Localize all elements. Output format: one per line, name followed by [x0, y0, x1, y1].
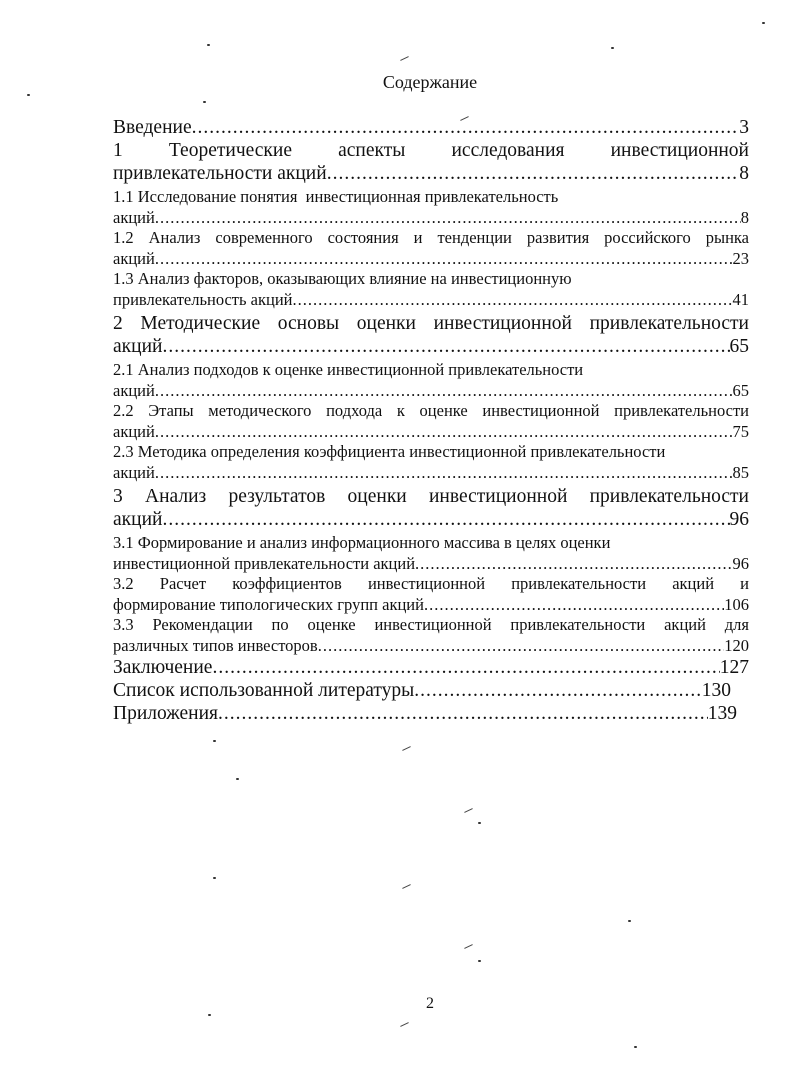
dot-leader: [415, 554, 732, 575]
dot-leader: [424, 595, 724, 616]
dot-leader: [162, 335, 729, 358]
scan-speck: [207, 44, 210, 46]
toc-entry-text: 1 Теоретические аспекты исследования инвестиционной: [113, 140, 749, 161]
toc-entry-section-1-1[interactable]: [113, 187, 749, 228]
toc-page-number: 85: [732, 462, 749, 482]
page-title: Содержание: [382, 72, 478, 92]
dot-leader: [293, 290, 733, 311]
toc-entry-text: Заключение: [113, 657, 213, 678]
dot-leader: [192, 116, 740, 139]
toc-entry-appendices[interactable]: [113, 702, 737, 725]
dot-leader: [218, 702, 708, 725]
toc-entry-section-3-3[interactable]: [113, 615, 749, 656]
dot-leader: [155, 249, 733, 270]
toc-entry-section-1-3[interactable]: [113, 269, 749, 310]
toc-entry-text: 2 Методические основы оценки инвестиционной привлекательности: [113, 313, 749, 334]
toc-entry-chapter-2[interactable]: [113, 312, 749, 358]
toc-entry-text-cont: акций: [113, 248, 155, 268]
toc-entry-text-cont: различных типов инвесторов: [113, 635, 318, 655]
toc-entry-section-2-3[interactable]: [113, 442, 749, 483]
scan-mark: [400, 56, 409, 61]
table-of-contents: [113, 116, 749, 725]
scan-speck: [208, 1014, 211, 1016]
toc-page-number: 120: [724, 635, 749, 655]
toc-entry-section-1-2[interactable]: [113, 228, 749, 269]
toc-entry-text-cont: инвестиционной привлекательности акций: [113, 553, 416, 573]
dot-leader: [162, 508, 729, 531]
toc-page-number: 75: [732, 421, 749, 441]
toc-page-number: 65: [732, 380, 749, 400]
dot-leader: [212, 656, 719, 679]
toc-page-number: 8: [740, 207, 749, 227]
toc-entry-text-cont: акций: [113, 462, 155, 482]
toc-page-number: 8: [739, 163, 749, 184]
toc-entry-text-cont: привлекательности акций: [113, 163, 327, 184]
toc-entry-text: 2.2 Этапы методического подхода к оценке инвестиционной привлекательности: [113, 401, 749, 420]
toc-entry-text: 3.1 Формирование и анализ информационного массива в целях оценки: [113, 533, 611, 552]
scan-speck: [762, 22, 765, 24]
toc-page-number: 96: [732, 553, 749, 573]
toc-page-number: 41: [732, 289, 749, 309]
scan-speck: [628, 920, 631, 922]
scan-mark: [464, 808, 473, 813]
toc-entry-text-cont: акций: [113, 509, 163, 530]
toc-entry-text: 2.1 Анализ подходов к оценке инвестиционной привлекательности: [113, 360, 584, 379]
toc-entry-chapter-3[interactable]: [113, 485, 749, 531]
toc-entry-text: 1.1 Исследование понятия инвестиционная привлекательность: [113, 187, 559, 206]
scan-speck: [478, 960, 481, 962]
toc-page-number: 23: [732, 248, 749, 268]
toc-entry-introduction[interactable]: [113, 116, 749, 139]
toc-entry-section-2-2[interactable]: [113, 401, 749, 442]
scan-speck: [213, 740, 216, 742]
toc-entry-chapter-1[interactable]: [113, 139, 749, 185]
toc-page-number: 139: [707, 703, 737, 724]
toc-entry-text: Приложения: [113, 703, 218, 724]
toc-entry-text-cont: акций: [113, 336, 163, 357]
scan-mark: [402, 746, 411, 751]
toc-entry-text-cont: формирование типологических групп акций: [113, 594, 424, 614]
scan-speck: [27, 94, 30, 96]
toc-entry-text-cont: акций: [113, 380, 155, 400]
toc-entry-conclusion[interactable]: [113, 656, 749, 679]
dot-leader: [414, 679, 701, 702]
dot-leader: [155, 381, 733, 402]
scan-speck: [236, 778, 239, 780]
dot-leader: [327, 162, 740, 185]
toc-page-number: 3: [739, 117, 749, 138]
toc-page-number: 106: [724, 594, 749, 614]
dot-leader: [155, 208, 741, 229]
scan-speck: [213, 877, 216, 879]
toc-entry-text-cont: акций: [113, 421, 155, 441]
toc-entry-text-cont: привлекательность акций: [113, 289, 293, 309]
page-number: 2: [426, 995, 434, 1012]
scan-mark: [402, 884, 411, 889]
toc-entry-text: Список использованной литературы: [113, 680, 415, 701]
dot-leader: [155, 422, 733, 443]
dot-leader: [318, 636, 725, 657]
scan-speck: [611, 47, 614, 49]
scan-mark: [464, 944, 473, 949]
toc-entry-section-2-1[interactable]: [113, 360, 749, 401]
scan-speck: [634, 1046, 637, 1048]
toc-entry-section-3-1[interactable]: [113, 533, 749, 574]
toc-page-number: 127: [719, 657, 749, 678]
toc-entry-section-3-2[interactable]: [113, 574, 749, 615]
toc-entry-text: 3.3 Рекомендации по оценке инвестиционной привлекательности акций для: [113, 615, 749, 634]
toc-entry-references[interactable]: [113, 679, 731, 702]
toc-entry-text: 1.2 Анализ современного состояния и тенденции развития российского рынка: [113, 228, 749, 247]
toc-entry-text: 3.2 Расчет коэффициентов инвестиционной привлекательности акций и: [113, 574, 749, 593]
scan-mark: [400, 1022, 409, 1027]
scan-speck: [478, 822, 481, 824]
toc-entry-text-cont: акций: [113, 207, 155, 227]
toc-entry-text: 1.3 Анализ факторов, оказывающих влияние на инвестиционную: [113, 269, 572, 288]
toc-entry-text: Введение: [113, 117, 192, 138]
toc-page-number: 130: [701, 680, 731, 701]
toc-page-number: 96: [729, 509, 749, 530]
dot-leader: [155, 463, 733, 484]
toc-page-number: 65: [729, 336, 749, 357]
scan-speck: [203, 101, 206, 103]
toc-entry-text: 2.3 Методика определения коэффициента инвестиционной привлекательности: [113, 442, 666, 461]
toc-entry-text: 3 Анализ результатов оценки инвестиционной привлекательности: [113, 486, 749, 507]
